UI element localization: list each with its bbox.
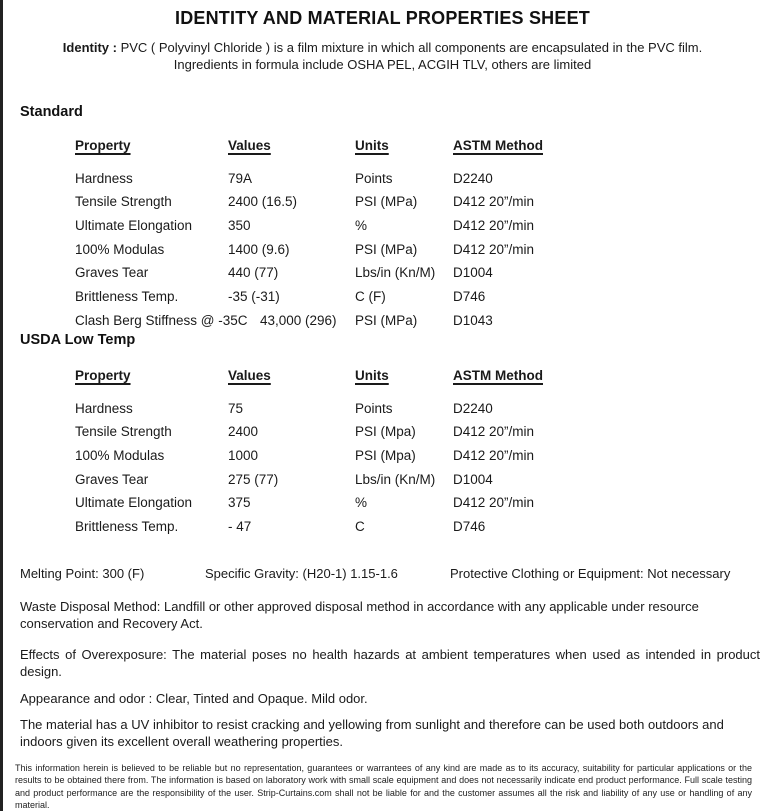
table-row — [75, 238, 715, 262]
astm-method-cell: D1004 — [453, 265, 493, 281]
property-cell: Graves Tear — [75, 265, 149, 281]
property-cell: Graves Tear — [75, 471, 149, 487]
column-header-units: Units — [355, 138, 389, 153]
units-cell: PSI (MPa) — [355, 194, 418, 210]
table-row — [75, 444, 715, 468]
value-cell: - 47 — [228, 519, 252, 535]
table-row — [75, 420, 715, 444]
table-row — [75, 491, 715, 515]
property-cell: Clash Berg Stiffness @ -35C — [75, 312, 248, 328]
waste-disposal-paragraph: Waste Disposal Method: Landfill or other approved disposal method in accordance with any applicable under resource conservation and Recovery Act. — [20, 599, 699, 631]
astm-method-cell: D2240 — [453, 170, 493, 186]
table-body — [75, 397, 715, 539]
specific-gravity-value: Specific Gravity: (H20-1) 1.15-1.6 — [205, 566, 398, 581]
property-cell: Ultimate Elongation — [75, 495, 193, 511]
units-cell: % — [355, 495, 368, 511]
identity-statement — [0, 39, 765, 73]
protective-clothing-value: Protective Clothing or Equipment: Not necessary — [450, 566, 731, 581]
astm-method-cell: D1043 — [453, 312, 493, 328]
standard-properties-table — [75, 138, 715, 333]
appearance-odor-paragraph: Appearance and odor : Clear, Tinted and Opaque. Mild odor. — [20, 691, 368, 706]
value-cell: 375 — [228, 495, 251, 511]
astm-method-cell: D2240 — [453, 400, 493, 416]
property-cell: Brittleness Temp. — [75, 289, 179, 305]
table-row — [75, 261, 715, 285]
table-row — [75, 190, 715, 214]
units-cell: PSI (MPa) — [355, 241, 418, 257]
table-header-row — [75, 138, 715, 154]
table-row — [75, 468, 715, 492]
astm-method-cell: D412 20”/min — [453, 218, 535, 234]
value-cell: 1400 (9.6) — [228, 241, 290, 257]
section-heading-usda-low-temp: USDA Low Temp — [20, 332, 136, 348]
table-row — [75, 397, 715, 421]
units-cell: % — [355, 218, 368, 234]
value-cell: 350 — [228, 218, 251, 234]
value-cell: -35 (-31) — [228, 289, 280, 305]
units-cell: Lbs/in (Kn/M) — [355, 265, 436, 281]
column-header-astm: ASTM Method — [453, 138, 543, 153]
value-cell: 275 (77) — [228, 471, 279, 487]
astm-method-cell: D1004 — [453, 471, 493, 487]
astm-method-cell: D412 20”/min — [453, 448, 535, 464]
units-cell: C (F) — [355, 289, 386, 305]
disclaimer-fine-print: This information herein is believed to be reliable but no representation, guarantees or warrantees of any kind are made as to its accuracy, suitability for particular applications or the results to be obtained there from. The information is based on laboratory work with small scale equipment and does not necessarily indicate end product performance. Full scale testing and product performance are the responsibility of the user. Strip-Curtains.com shall not be liable for and the customer assumes all the risk and liability of any use or handling of any material. — [15, 763, 752, 811]
identity-label: Identity : — [62, 40, 117, 55]
table-row — [75, 515, 715, 539]
astm-method-cell: D412 20”/min — [453, 495, 535, 511]
astm-method-cell: D412 20”/min — [453, 241, 535, 257]
astm-method-cell: D746 — [453, 519, 486, 535]
units-cell: Points — [355, 400, 393, 416]
units-cell: Lbs/in (Kn/M) — [355, 471, 436, 487]
table-body — [75, 167, 715, 333]
property-cell: Brittleness Temp. — [75, 519, 179, 535]
value-cell: 1000 — [228, 448, 259, 464]
page-title: IDENTITY AND MATERIAL PROPERTIES SHEET — [175, 8, 590, 28]
identity-line1 — [0, 39, 765, 56]
property-cell: Hardness — [75, 170, 133, 186]
column-header-astm: ASTM Method — [453, 368, 543, 383]
identity-line2: Ingredients in formula include OSHA PEL, ACGIH TLV, others are limited — [173, 57, 592, 72]
units-cell: PSI (Mpa) — [355, 424, 416, 440]
astm-method-cell: D746 — [453, 289, 486, 305]
column-header-values: Values — [228, 368, 271, 383]
property-cell: Tensile Strength — [75, 424, 172, 440]
usda-low-temp-properties-table — [75, 368, 715, 539]
units-cell: Points — [355, 170, 393, 186]
table-row — [75, 309, 715, 333]
table-header-row — [75, 368, 715, 384]
value-cell: 2400 (16.5) — [228, 194, 298, 210]
value-cell: 43,000 (296) — [260, 312, 337, 328]
value-cell: 79A — [228, 170, 253, 186]
property-cell: Ultimate Elongation — [75, 218, 193, 234]
overexposure-paragraph: Effects of Overexposure: The material poses no health hazards at ambient temperatures when used as intended in product design. — [20, 647, 760, 679]
property-cell: Tensile Strength — [75, 194, 172, 210]
table-row — [75, 285, 715, 309]
identity-text: PVC ( Polyvinyl Chloride ) is a film mixture in which all components are encapsulated in the PVC film. — [120, 40, 703, 55]
uv-inhibitor-paragraph: The material has a UV inhibitor to resist cracking and yellowing from sunlight and therefore can be used both outdoors and indoors given its excellent overall weathering properties. — [20, 717, 724, 749]
table-row — [75, 214, 715, 238]
scan-edge-artifact — [0, 0, 3, 811]
value-cell: 440 (77) — [228, 265, 279, 281]
table-row — [75, 167, 715, 191]
column-header-values: Values — [228, 138, 271, 153]
units-cell: PSI (Mpa) — [355, 448, 416, 464]
column-header-property: Property — [75, 368, 131, 383]
property-cell: Hardness — [75, 400, 133, 416]
melting-point-value: Melting Point: 300 (F) — [20, 566, 145, 581]
value-cell: 2400 — [228, 424, 259, 440]
value-cell: 75 — [228, 400, 244, 416]
property-cell: 100% Modulas — [75, 448, 165, 464]
astm-method-cell: D412 20”/min — [453, 424, 535, 440]
astm-method-cell: D412 20”/min — [453, 194, 535, 210]
units-cell: PSI (MPa) — [355, 312, 418, 328]
section-heading-standard: Standard — [20, 104, 83, 120]
column-header-units: Units — [355, 368, 389, 383]
units-cell: C — [355, 519, 365, 535]
property-cell: 100% Modulas — [75, 241, 165, 257]
column-header-property: Property — [75, 138, 131, 153]
